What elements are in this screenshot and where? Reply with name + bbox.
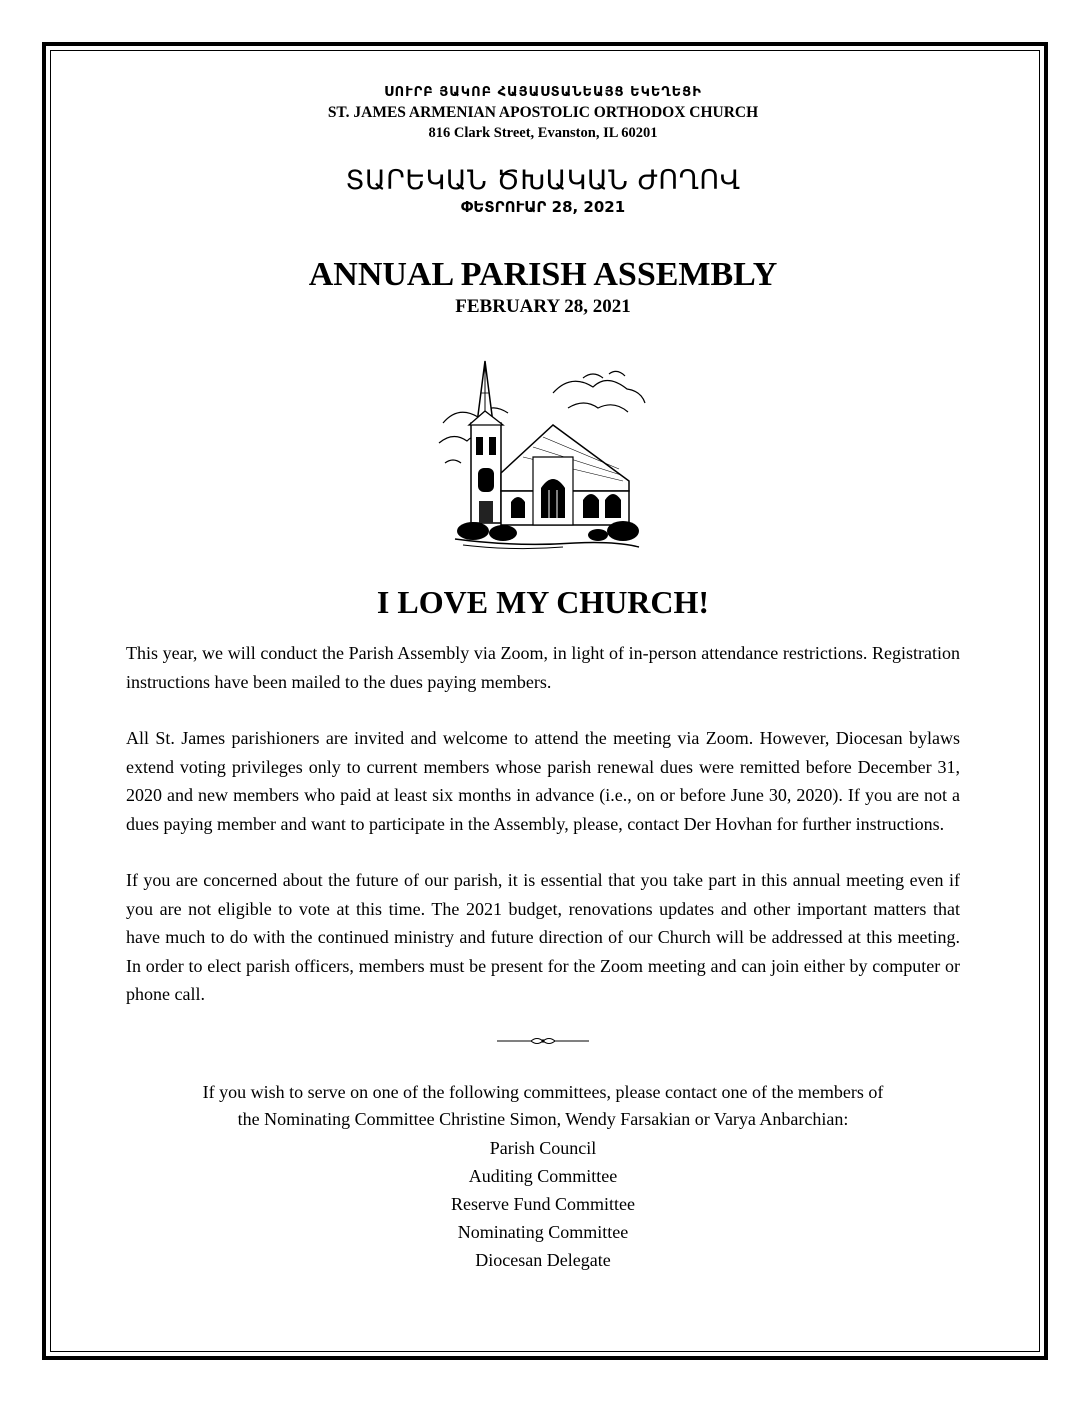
committee-intro-line-1: If you wish to serve on one of the following committees, please contact one of the members of <box>202 1081 884 1102</box>
list-item: Auditing Committee <box>468 1165 618 1186</box>
list-item: Diocesan Delegate <box>475 1249 611 1270</box>
list-item: Nominating Committee <box>457 1221 629 1242</box>
list-item: Parish Council <box>489 1137 597 1158</box>
committee-intro <box>126 1079 960 1134</box>
committee-intro-line-2: the Nominating Committee Christine Simon, Wendy Farsakian or Varya Anbarchian: <box>237 1109 849 1129</box>
armenian-church-name: ՍՈՒՐԲ ՅԱԿՈԲ ՀԱՅԱՍՏԱՆԵԱՅՑ ԵԿԵՂԵՑԻ <box>384 85 702 100</box>
paragraph-zoom-notice: This year, we will conduct the Parish Assembly via Zoom, in light of in-person attendance restrictions. Registration instructions have been mailed to the dues paying members. <box>126 643 960 692</box>
armenian-assembly-date: ՓԵՏՐՈՒԱՐ 28, 2021 <box>460 198 626 216</box>
church-name: ST. JAMES ARMENIAN APOSTOLIC ORTHODOX CHURCH <box>327 104 759 121</box>
committee-list <box>126 1134 960 1274</box>
list-item: Reserve Fund Committee <box>451 1193 635 1214</box>
church-illustration <box>433 353 653 553</box>
flyer-content <box>126 70 960 1274</box>
slogan-heading: I LOVE MY CHURCH! <box>376 584 710 620</box>
assembly-date: FEBRUARY 28, 2021 <box>455 296 631 317</box>
ornament-divider <box>495 1035 591 1047</box>
assembly-title: ANNUAL PARISH ASSEMBLY <box>308 256 778 293</box>
church-address: 816 Clark Street, Evanston, IL 60201 <box>428 125 658 141</box>
paragraph-participation: If you are concerned about the future of our parish, it is essential that you take part in this annual meeting even if you are not eligible to vote at this time. The 2021 budget, renovations updates and other important matters that have much to do with the continued ministry and future direction of our Church will be addressed at this meeting. In order to elect parish officers, members must be present for the Zoom meeting and can join either by computer or phone call. <box>126 870 960 1004</box>
paragraph-voting-eligibility: All St. James parishioners are invited and welcome to attend the meeting via Zoom. However, Diocesan bylaws extend voting privileges only to current members whose parish renewal dues were remitted before December 31, 2020 and new members who paid at least six months in advance (i.e., on or before June 30, 2020). If you are not a dues paying member and want to participate in the Assembly, please, contact Der Hovhan for further instructions. <box>126 728 960 834</box>
armenian-assembly-title: ՏԱՐԵԿԱՆ ԾԽԱԿԱՆ ԺՈՂՈՎ <box>345 165 741 196</box>
